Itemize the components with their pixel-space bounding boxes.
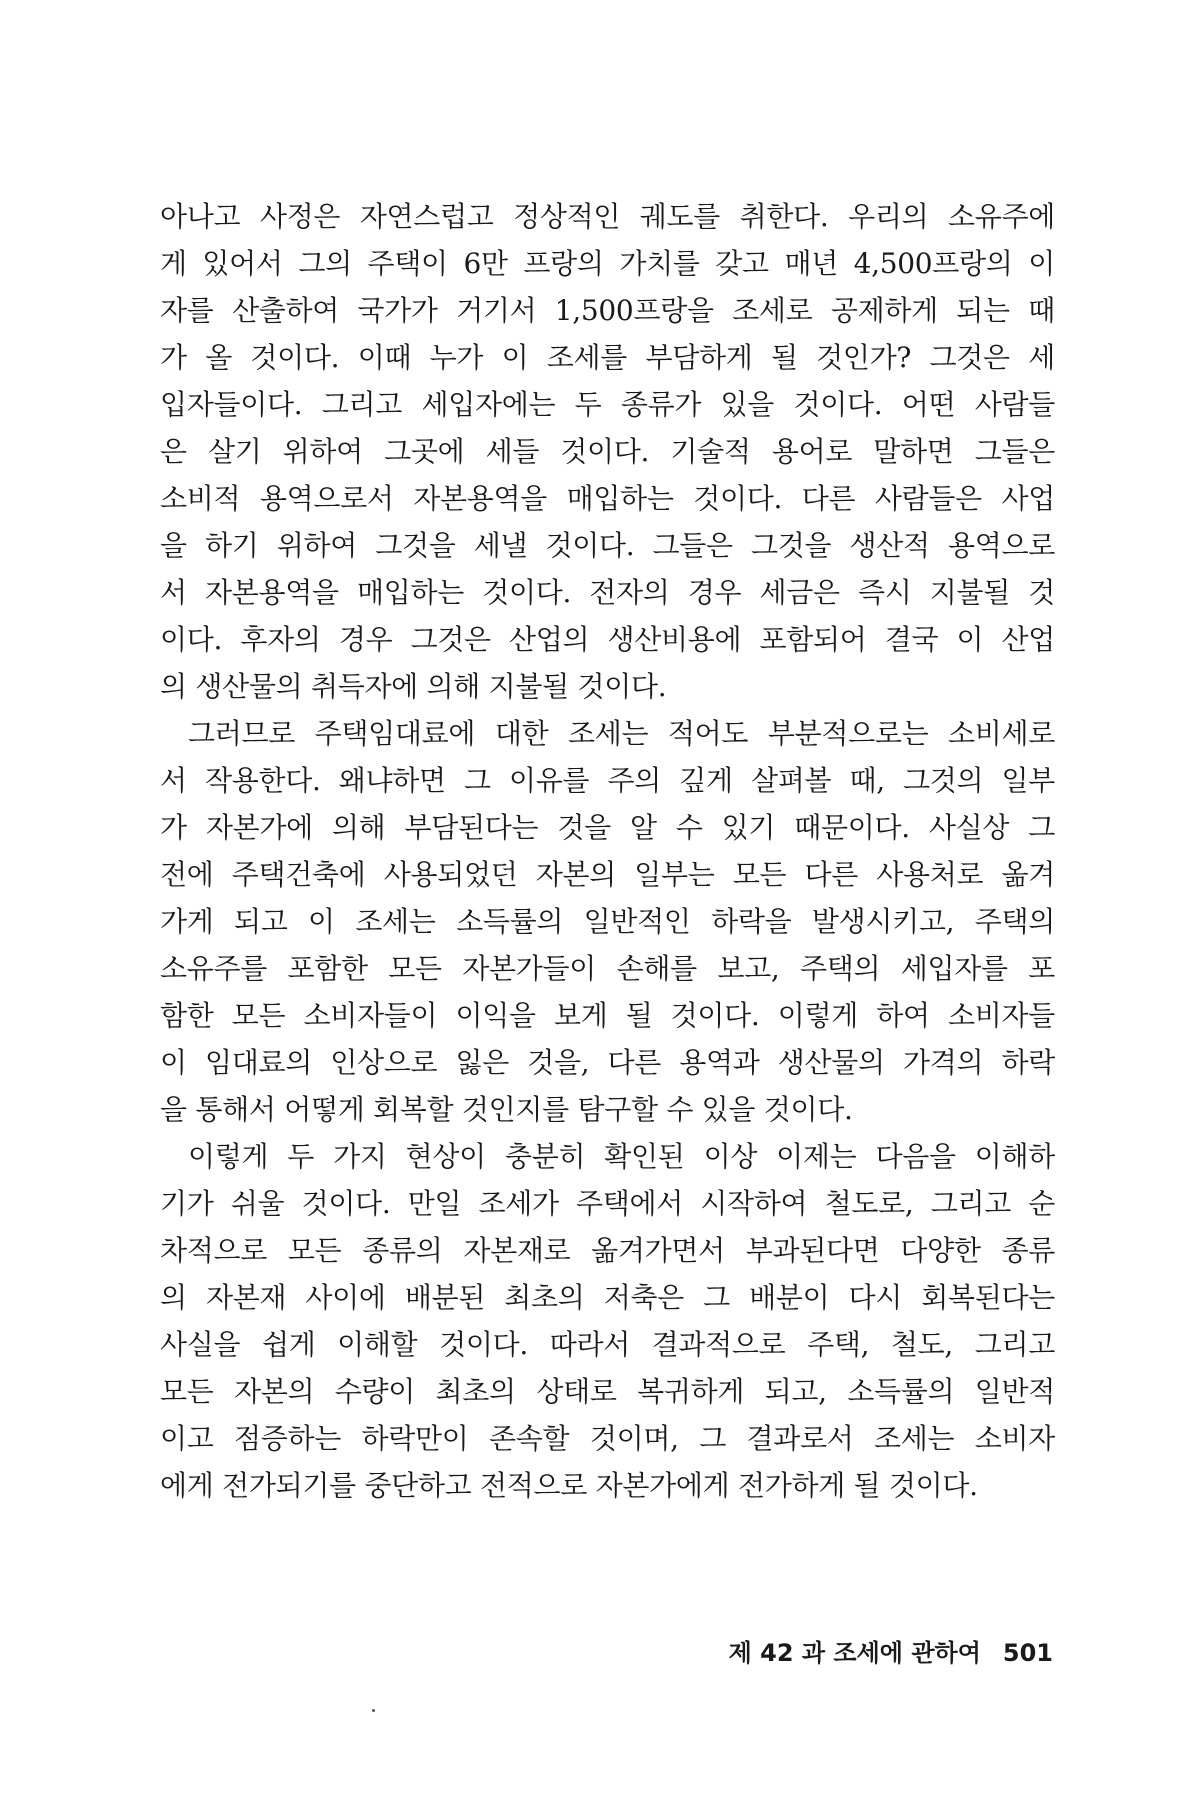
text-body <box>160 193 1055 1509</box>
text-line: 을 통해서 어떻게 회복할 것인지를 탐구할 수 있을 것이다. <box>160 1093 853 1126</box>
text-line: 모든 자본의 수량이 최초의 상태로 복귀하게 되고, 소득률의 일반적 <box>160 1375 1055 1408</box>
text-line: 소유주를 포함한 모든 자본가들이 손해를 보고, 주택의 세입자를 포 <box>160 952 1055 985</box>
text-line: 자를 산출하여 국가가 거기서 1,500프랑을 조세로 공제하게 되는 때 <box>160 294 1055 327</box>
text-line: 이렇게 두 가지 현상이 충분히 확인된 이상 이제는 다음을 이해하 <box>188 1140 1055 1173</box>
text-line: 소비적 용역으로서 자본용역을 매입하는 것이다. 다른 사람들은 사업 <box>160 482 1055 515</box>
text-line: 사실을 쉽게 이해할 것이다. 따라서 결과적으로 주택, 철도, 그리고 <box>160 1328 1055 1361</box>
paragraph <box>160 193 1055 710</box>
page-number: 501 <box>1002 1639 1053 1667</box>
text-line: 은 살기 위하여 그곳에 세들 것이다. 기술적 용어로 말하면 그들은 <box>160 435 1055 468</box>
text-line: 차적으로 모든 종류의 자본재로 옮겨가면서 부과된다면 다양한 종류 <box>160 1234 1055 1267</box>
text-line: 입자들이다. 그리고 세입자에는 두 종류가 있을 것이다. 어떤 사람들 <box>160 388 1055 421</box>
print-speck <box>372 1709 375 1712</box>
text-line: 서 자본용역을 매입하는 것이다. 전자의 경우 세금은 즉시 지불될 것 <box>160 576 1055 609</box>
text-line: 서 작용한다. 왜냐하면 그 이유를 주의 깊게 살펴볼 때, 그것의 일부 <box>160 764 1055 797</box>
text-line: 을 하기 위하여 그것을 세낼 것이다. 그들은 그것을 생산적 용역으로 <box>160 529 1055 562</box>
text-line: 그러므로 주택임대료에 대한 조세는 적어도 부분적으로는 소비세로 <box>188 717 1055 750</box>
text-line: 의 자본재 사이에 배분된 최초의 저축은 그 배분이 다시 회복된다는 <box>160 1281 1055 1314</box>
text-line: 기가 쉬울 것이다. 만일 조세가 주택에서 시작하여 철도로, 그리고 순 <box>160 1187 1055 1220</box>
page-body <box>160 193 1055 1509</box>
text-line: 전에 주택건축에 사용되었던 자본의 일부는 모든 다른 사용처로 옮겨 <box>160 858 1055 891</box>
paragraph <box>160 1133 1055 1509</box>
text-line: 이다. 후자의 경우 그것은 산업의 생산비용에 포함되어 결국 이 산업 <box>160 623 1055 656</box>
text-line: 의 생산물의 취득자에 의해 지불될 것이다. <box>160 670 667 703</box>
text-line: 가 올 것이다. 이때 누가 이 조세를 부담하게 될 것인가? 그것은 세 <box>160 341 1055 374</box>
text-line: 에게 전가되기를 중단하고 전적으로 자본가에게 전가하게 될 것이다. <box>160 1469 978 1502</box>
running-head: 제 42 과 조세에 관하여 <box>728 1639 981 1667</box>
text-line: 함한 모든 소비자들이 이익을 보게 될 것이다. 이렇게 하여 소비자들 <box>160 999 1055 1032</box>
text-line: 아나고 사정은 자연스럽고 정상적인 궤도를 취한다. 우리의 소유주에 <box>160 200 1055 233</box>
text-line: 게 있어서 그의 주택이 6만 프랑의 가치를 갖고 매년 4,500프랑의 이 <box>160 247 1055 280</box>
page-footer <box>729 1633 1053 1668</box>
text-line: 가 자본가에 의해 부담된다는 것을 알 수 있기 때문이다. 사실상 그 <box>160 811 1055 844</box>
text-line: 가게 되고 이 조세는 소득률의 일반적인 하락을 발생시키고, 주택의 <box>160 905 1055 938</box>
text-line: 이고 점증하는 하락만이 존속할 것이며, 그 결과로서 조세는 소비자 <box>160 1422 1055 1455</box>
text-line: 이 임대료의 인상으로 잃은 것을, 다른 용역과 생산물의 가격의 하락 <box>160 1046 1055 1079</box>
paragraph <box>160 710 1055 1133</box>
